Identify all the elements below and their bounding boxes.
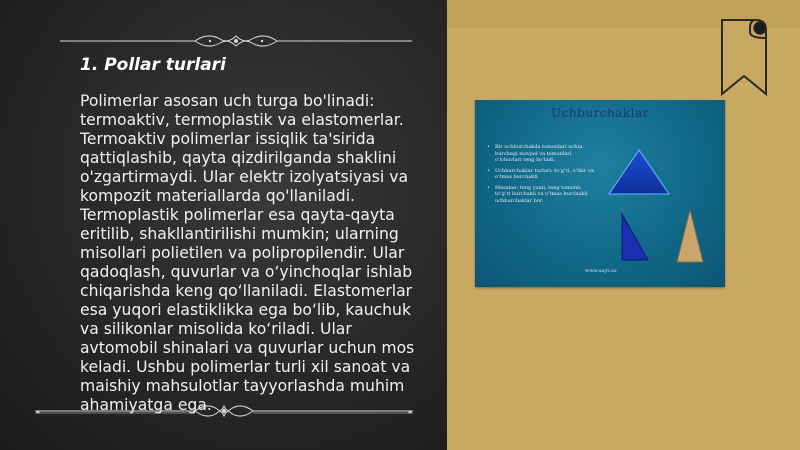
embedded-slide-bullets — [487, 144, 595, 208]
list-item: • Bir uchburchakda tomonlari uchta burchagi mavjud va tomonlari o‘lchovlari teng bo‘ladi. — [487, 144, 595, 164]
list-item: • Masalan: teng yonli, teng tomonli, to‘g‘ri burchakli va o‘tmas burchakli uchburchaklar bor. — [487, 185, 595, 205]
top-ornament-icon — [60, 30, 412, 52]
equilateral-triangle-icon — [607, 148, 671, 196]
embedded-slide-footer: www.sayt.uz — [585, 268, 617, 274]
list-item: • Uchburchaklar turlari: to‘g‘ri, o‘tkir va o‘tmas burchakli. — [487, 168, 595, 181]
bookmark-ribbon-icon — [720, 18, 768, 96]
isosceles-triangle-icon — [675, 208, 705, 264]
embedded-slide-image — [475, 100, 725, 287]
right-triangle-icon — [620, 212, 650, 262]
slide-title: 1. Pollar turlari — [80, 55, 226, 75]
embedded-slide-title: Uchburchaklar — [551, 106, 649, 120]
body-paragraph: Polimerlar asosan uch turga bo'linadi: termoaktiv, termoplastik va elastomerlar. Termoaktiv polimerlar issiqlik ta'sirida qattiqlashib, qayta qizdirilganda shaklini o'zgartirmaydi. Ular elektr izolyatsiyasi va kompozit materiallarda qo'llaniladi. Termoplastik polimerlar esa qayta-qayta eritilib, shakllantirilishi mumkin; ularning misollari polietilen va polipropilendir. Ular qadoqlash, quvurlar va o‘yinchoqlar ishlab chiqarishda keng qo‘llaniladi. Elastomerlar esa yuqori elastiklikka ega bo‘lib, kauchuk va silikonlar misolida ko‘riladi. Ular avtomobil shinalari va quvurlar uchun mos keladi. Ushbu polimerlar turli xil sanoat va maishiy mahsulotlar tayyorlashda muhim ahamiyatga ega. — [80, 92, 415, 414]
